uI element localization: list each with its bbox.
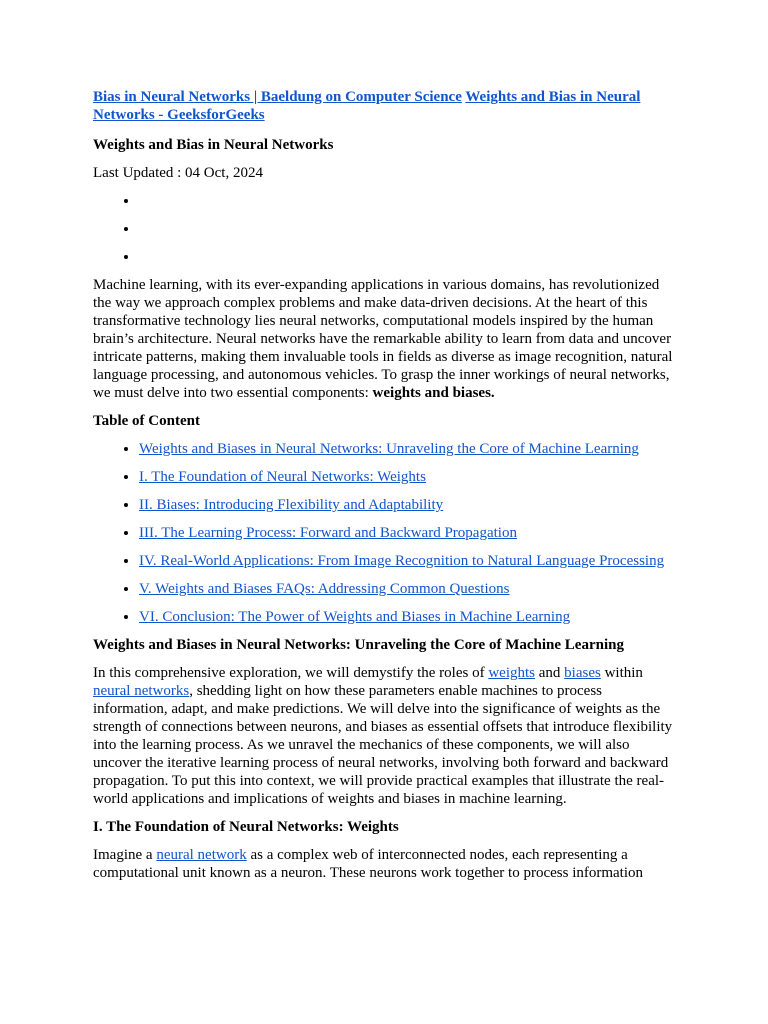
biases-link[interactable]: biases [564,665,601,681]
baeldung-link[interactable]: Bias in Neural Networks | Baeldung on Computer Science [93,89,462,105]
empty-bullet [139,192,678,210]
empty-bullet [139,220,678,238]
toc-item [139,552,678,570]
toc-item [139,440,678,458]
section1-text-c: within [600,665,643,681]
toc-item [139,524,678,542]
toc-link-conclusion[interactable]: VI. Conclusion: The Power of Weights and Biases in Machine Learning [139,609,571,625]
intro-text: Machine learning, with its ever-expanding applications in various domains, has revolutionized the way we approach complex problems and make data-driven decisions. At the heart of this transformative technology lies neural networks, computational models inspired by the human brain’s architecture. Neural networks have the remarkable ability to learn from data and uncover intricate patterns, making them invaluable tools in fields as diverse as image recognition, natural language processing, and autonomous vehicles. To grasp the inner workings of neural networks, we must delve into two essential components: [93,277,673,401]
empty-bullet [139,248,678,266]
intro-paragraph [93,276,678,402]
empty-bullet-list [93,192,678,266]
weights-link[interactable]: weights [488,665,535,681]
toc-item [139,496,678,514]
geeksforgeeks-link[interactable]: Weights and Bias in Neural Networks - GeeksforGeeks [93,89,641,123]
section2-text-a: Imagine a [93,847,157,863]
toc-heading: Table of Content [93,413,200,429]
toc-item [139,468,678,486]
source-links [93,88,678,124]
section1-paragraph [93,664,678,808]
document-page [93,88,678,892]
section2-paragraph [93,846,678,882]
toc-link-faqs[interactable]: V. Weights and Biases FAQs: Addressing Common Questions [139,581,510,597]
section2-heading: I. The Foundation of Neural Networks: Weights [93,819,399,835]
toc-item [139,608,678,626]
neural-network-link[interactable]: neural network [156,847,247,863]
toc-link-weights-and-biases[interactable]: Weights and Biases in Neural Networks: Unraveling the Core of Machine Learning [139,441,639,457]
section1-text-d: , shedding light on how these parameters enable machines to process information, adapt, and make predictions. We will delve into the significance of weights as the strength of connections between neurons, and biases as essential offsets that introduce flexibility into the learning process. As we unravel the mechanics of these components, we will also uncover the iterative learning process of neural networks, involving both forward and backward propagation. To put this into context, we will provide practical examples that illustrate the real-world applications and implications of weights and biases in machine learning. [93,683,673,807]
section2-text-b: as a complex web of interconnected nodes, each representing a computational unit known as a neuron. These neurons work together to process information [93,847,644,881]
toc-link-foundation[interactable]: I. The Foundation of Neural Networks: Weights [139,469,426,485]
section1-heading: Weights and Biases in Neural Networks: Unraveling the Core of Machine Learning [93,637,624,653]
toc-item [139,580,678,598]
toc-link-applications[interactable]: IV. Real-World Applications: From Image Recognition to Natural Language Processing [139,553,665,569]
neural-networks-link[interactable]: neural networks [93,683,190,699]
toc-link-biases[interactable]: II. Biases: Introducing Flexibility and Adaptability [139,497,444,513]
article-title: Weights and Bias in Neural Networks [93,137,334,153]
section1-text-b: and [535,665,565,681]
last-updated: Last Updated : 04 Oct, 2024 [93,165,263,181]
section1-text-a: In this comprehensive exploration, we will demystify the roles of [93,665,489,681]
toc-link-learning-process[interactable]: III. The Learning Process: Forward and Backward Propagation [139,525,517,541]
toc-list [93,440,678,626]
intro-bold-text: weights and biases. [372,385,495,401]
